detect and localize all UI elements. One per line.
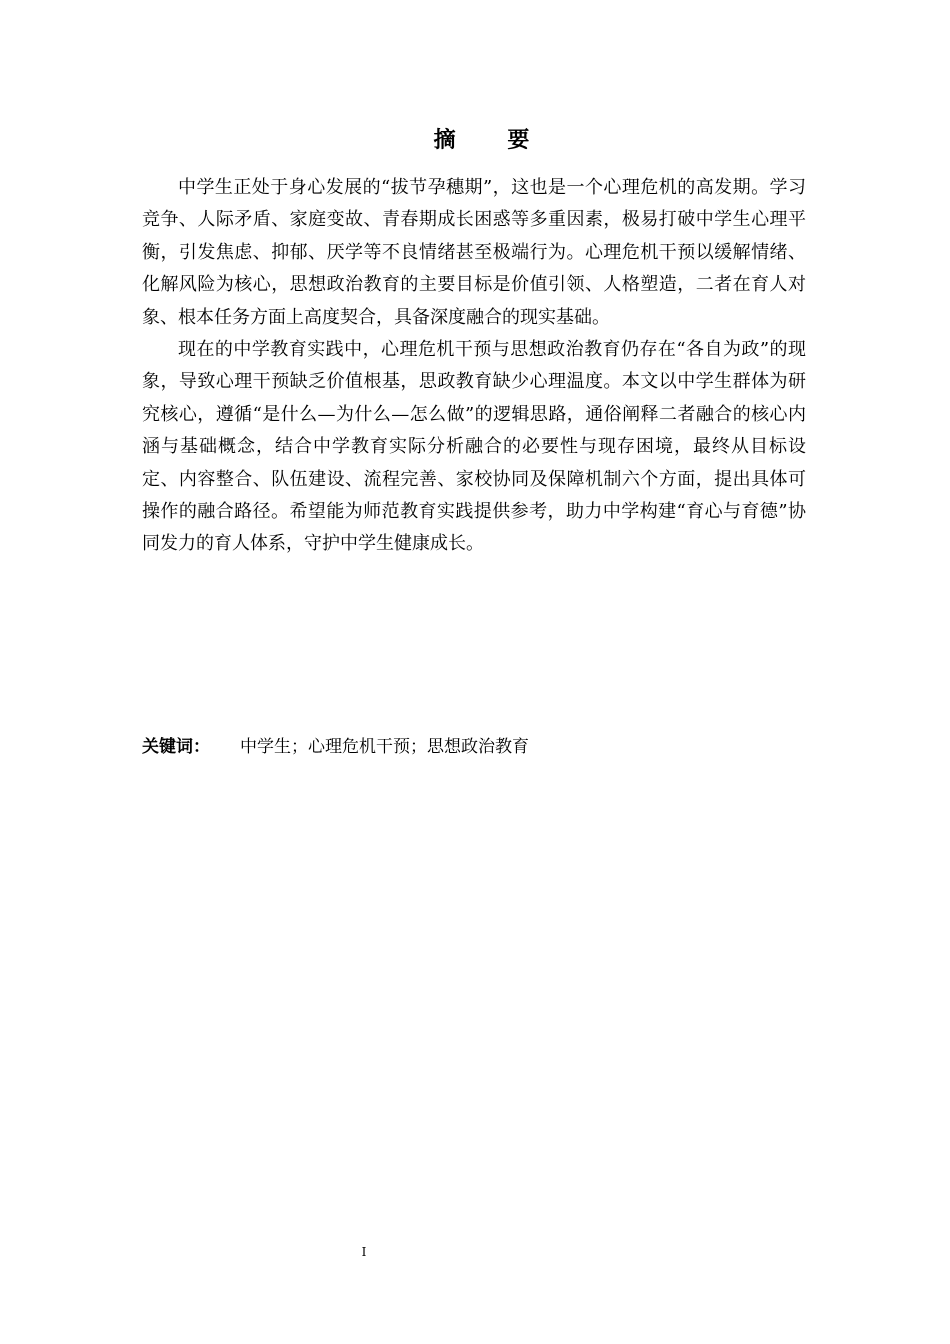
keywords-line [142,734,806,760]
abstract-body [142,172,806,561]
abstract-title: 摘 要 [433,128,552,153]
keywords-label: 关键词： [142,737,210,757]
page-number: I [361,1245,367,1259]
keywords-values: 中学生；心理危机干预；思想政治教育 [240,737,529,757]
abstract-paragraph-2: 现在的中学教育实践中，心理危机干预与思想政治教育仍存在“各自为政”的现象，导致心理干预缺乏价值根基，思政教育缺少心理温度。本文以中学生群体为研究核心，遵循“是什么—为什么—怎么做”的逻辑思路，通俗阐释二者融合的核心内涵与基础概念，结合中学教育实际分析融合的必要性与现存困境，最终从目标设定、内容整合、队伍建设、流程完善、家校协同及保障机制六个方面，提出具体可操作的融合路径。希望能为师范教育实践提供参考，助力中学构建“育心与育德”协同发力的育人体系，守护中学生健康成长。 [142,339,806,555]
abstract-paragraph-1: 中学生正处于身心发展的“拔节孕穗期”，这也是一个心理危机的高发期。学习竞争、人际矛盾、家庭变故、青春期成长困惑等多重因素，极易打破中学生心理平衡，引发焦虑、抑郁、厌学等不良情绪甚至极端行为。心理危机干预以缓解情绪、化解风险为核心，思想政治教育的主要目标是价值引领、人格塑造，二者在育人对象、根本任务方面上高度契合，具备深度融合的现实基础。 [142,177,806,328]
